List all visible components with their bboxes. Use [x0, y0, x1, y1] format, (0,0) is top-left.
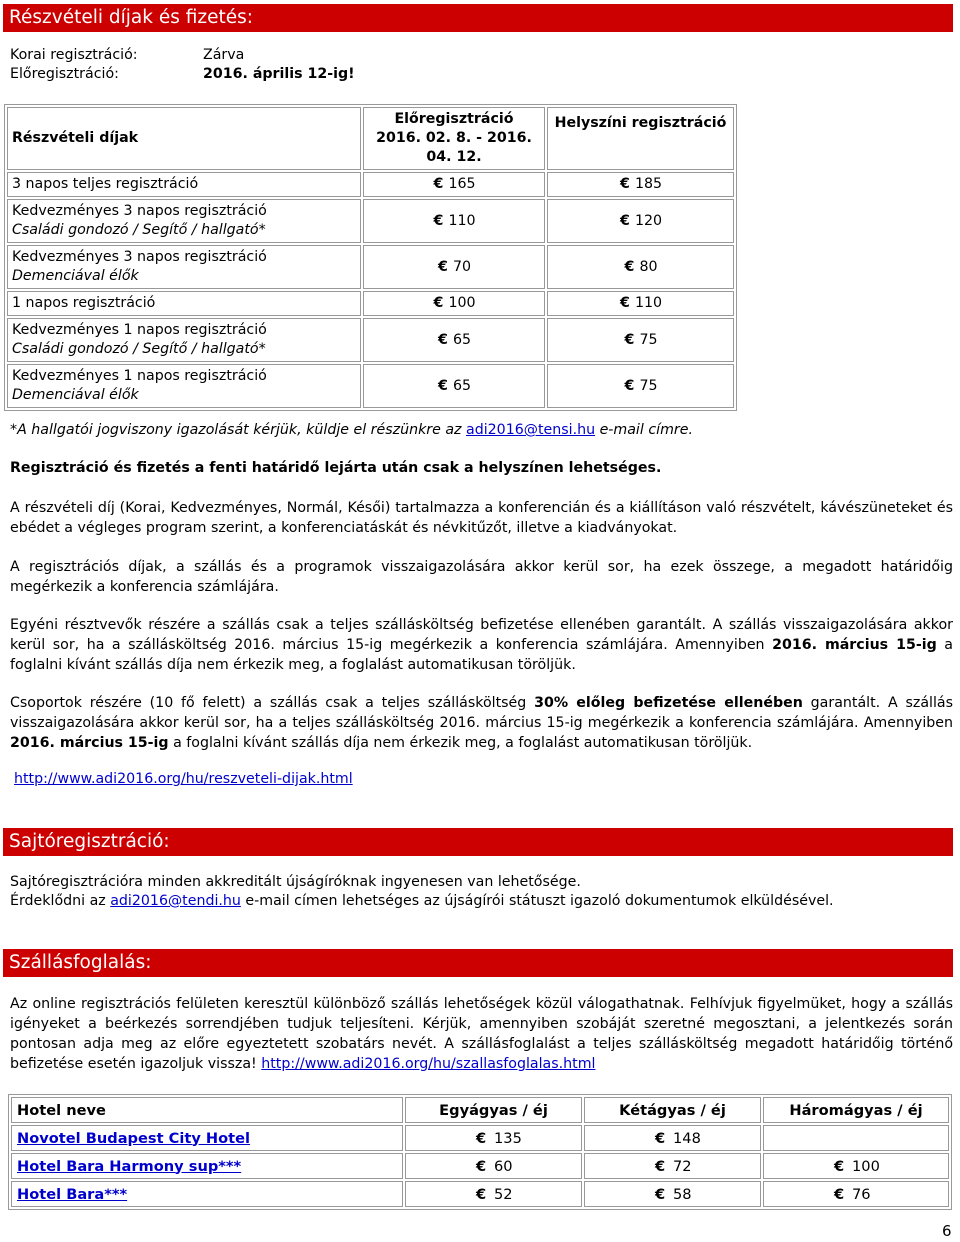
fee-row: [7, 291, 734, 316]
fee-header-pre-dates: 2016. 02. 8. - 2016. 04. 12.: [376, 130, 532, 165]
press-line-1: Sajtóregisztrációra minden akkreditált újságíróknak ingyenesen van lehetősége.: [10, 874, 581, 890]
hotel-row: [11, 1181, 949, 1207]
fee-row-pre: € 65: [363, 318, 545, 362]
confirmation-paragraph: A regisztrációs díjak, a szállás és a programok visszaigazolására akkor kerül sor, ha ezek összege, a megadott határidőig megérkezik a konferencia számlájára.: [10, 559, 953, 595]
fee-row: [7, 172, 734, 197]
euro-icon: €: [476, 1157, 487, 1175]
hotel-header-single: Egyágyas / éj: [405, 1097, 582, 1123]
pre-label: Előregisztráció:: [10, 66, 119, 82]
euro-icon: €: [624, 377, 635, 394]
hotel-table-header: [11, 1097, 949, 1123]
fee-row-onsite: € 120: [547, 199, 734, 243]
press-section-title: Sajtóregisztráció:: [3, 828, 953, 856]
early-value: Zárva: [203, 47, 245, 63]
deadline-values: [203, 46, 355, 84]
fee-row-onsite: € 75: [547, 364, 734, 408]
euro-icon: €: [438, 331, 448, 348]
euro-icon: €: [655, 1129, 666, 1147]
early-label: Korai regisztráció:: [10, 47, 138, 63]
hotel-name-link[interactable]: Hotel Bara***: [17, 1185, 128, 1203]
hotel-name-cell: [11, 1153, 403, 1179]
fee-row-pre: € 165: [363, 172, 545, 197]
fee-row-label: Kedvezményes 1 napos regisztráció Családi gondozó / Segítő / hallgató*: [7, 318, 361, 362]
euro-icon: €: [433, 295, 444, 311]
late-registration-notice: Regisztráció és fizetés a fenti határidő lejárta után csak a helyszínen lehetséges.: [10, 460, 662, 476]
fee-includes-paragraph: A részvételi díj (Korai, Kedvezményes, Normál, Késői) tartalmazza a konferencián és a kiállításon való részvételt, kávészüneteket és ebédet a végleges program szerint, a konferenciatáskát és névkitűzőt, illetve a kiadványokat.: [10, 500, 953, 536]
hotel-name-link[interactable]: Novotel Budapest City Hotel: [17, 1129, 251, 1147]
accommodation-page-link[interactable]: http://www.adi2016.org/hu/szallasfoglalas.html: [261, 1056, 596, 1072]
fee-table: [4, 104, 737, 411]
fee-row-label: Kedvezményes 1 napos regisztráció Demenciával élők: [7, 364, 361, 408]
euro-icon: €: [834, 1157, 845, 1175]
hotel-single-price: € 52: [405, 1181, 582, 1207]
press-line-2: Érdeklődni az adi2016@tendi.hu e-mail címen lehetséges az újságírói státuszt igazoló dokumentumok elküldésével.: [10, 893, 834, 909]
fee-row-pre: € 70: [363, 245, 545, 289]
hotel-triple-price: [763, 1125, 949, 1151]
page-number: 6: [942, 1222, 952, 1240]
hotel-single-price: € 60: [405, 1153, 582, 1179]
accommodation-section-title: Szállásfoglalás:: [3, 949, 953, 977]
hotel-header-double: Kétágyas / éj: [584, 1097, 761, 1123]
accommodation-paragraph: Az online regisztrációs felületen keresztül különböző szállás lehetőségek közül válogathatnak. Felhívjuk figyelmüket, hogy a szállás igényeket a beérkezés sorrendjében tudjuk teljesíteni. Kérjük, amennyiben szobáját szeretné megosztani, a jelentkezés során pontosan adja meg az előre egyeztetett szobatárs nevét. A szállásfoglalást a teljes szállásköltség megadott határidőig történő befizetése esetén igazoljuk vissza! http://www.adi2016.org/hu/szallasfoglalas.html: [10, 996, 953, 1072]
fee-row-label: 3 napos teljes regisztráció: [7, 172, 361, 197]
euro-icon: €: [476, 1129, 487, 1147]
euro-icon: €: [438, 258, 448, 275]
euro-icon: €: [433, 176, 444, 192]
fees-page-link[interactable]: http://www.adi2016.org/hu/reszveteli-dijak.html: [14, 771, 353, 787]
fee-row-pre: € 110: [363, 199, 545, 243]
euro-icon: €: [433, 212, 444, 229]
group-accommodation-paragraph: Csoportok részére (10 fő felett) a szállás csak a teljes szállásköltség 30% előleg befizetése ellenében garantált. A szállás visszaigazolására akkor kerül sor, ha a teljes szállásköltség 2016. március 15-ig megérkezik a konferencia számlájára. Amennyiben 2016. március 15-ig a foglalni kívánt szállás díja nem érkezik meg, a foglalást automatikusan töröljük.: [10, 695, 953, 751]
pre-value: 2016. április 12-ig!: [203, 66, 355, 82]
fee-row-onsite: € 75: [547, 318, 734, 362]
fee-row-label: Kedvezményes 3 napos regisztráció Családi gondozó / Segítő / hallgató*: [7, 199, 361, 243]
hotel-header-triple: Háromágyas / éj: [763, 1097, 949, 1123]
hotel-table: [8, 1094, 952, 1210]
tendi-email-link[interactable]: adi2016@tendi.hu: [110, 893, 241, 909]
hotel-row: [11, 1153, 949, 1179]
euro-icon: €: [476, 1185, 487, 1203]
fees-section-title: Részvételi díjak és fizetés:: [3, 4, 953, 32]
fee-row-onsite: € 185: [547, 172, 734, 197]
euro-icon: €: [834, 1185, 845, 1203]
fee-row: [7, 318, 734, 362]
hotel-header-name: Hotel neve: [11, 1097, 403, 1123]
fee-header-label: Részvételi díjak: [7, 107, 361, 170]
hotel-row: [11, 1125, 949, 1151]
fee-row: [7, 245, 734, 289]
fee-header-pre: [363, 107, 545, 170]
fee-row: [7, 364, 734, 408]
press-text: [10, 873, 834, 911]
fee-row-onsite: € 80: [547, 245, 734, 289]
hotel-name-link[interactable]: Hotel Bara Harmony sup***: [17, 1157, 242, 1175]
euro-icon: €: [624, 258, 635, 275]
euro-icon: €: [620, 295, 630, 311]
hotel-name-cell: [11, 1181, 403, 1207]
individual-accommodation-paragraph: Egyéni résztvevők részére a szállás csak a teljes szállásköltség befizetése ellenében garantált. A szállás visszaigazolására akkor kerül sor, ha a szállásköltség 2016. március 15-ig megérkezik a konferencia számlájára. Amennyiben 2016. március 15-ig a foglalni kívánt szállás díja nem érkezik meg, a foglalást automatikusan töröljük.: [10, 617, 953, 673]
fee-row-label: Kedvezményes 3 napos regisztráció Demenciával élők: [7, 245, 361, 289]
euro-icon: €: [620, 176, 630, 192]
euro-icon: €: [655, 1185, 666, 1203]
fee-row-label: 1 napos regisztráció: [7, 291, 361, 316]
student-footnote: *A hallgatói jogviszony igazolását kérjük, küldje el részünkre az adi2016@tensi.hu e-mail címre.: [10, 422, 693, 438]
euro-icon: €: [620, 212, 630, 229]
hotel-triple-price: € 76: [763, 1181, 949, 1207]
hotel-double-price: € 148: [584, 1125, 761, 1151]
hotel-single-price: € 135: [405, 1125, 582, 1151]
fee-row-pre: € 100: [363, 291, 545, 316]
fee-header-onsite: Helyszíni regisztráció: [547, 107, 734, 170]
euro-icon: €: [655, 1157, 666, 1175]
hotel-triple-price: € 100: [763, 1153, 949, 1179]
tensi-email-link[interactable]: adi2016@tensi.hu: [466, 422, 596, 438]
hotel-double-price: € 58: [584, 1181, 761, 1207]
deadline-labels: [10, 46, 138, 84]
euro-icon: €: [438, 377, 448, 394]
euro-icon: €: [624, 331, 635, 348]
fee-header-pre-title: Előregisztráció: [394, 111, 514, 127]
fee-row: [7, 199, 734, 243]
fee-row-onsite: € 110: [547, 291, 734, 316]
fee-table-header: [7, 107, 734, 170]
fee-row-pre: € 65: [363, 364, 545, 408]
hotel-name-cell: [11, 1125, 403, 1151]
hotel-double-price: € 72: [584, 1153, 761, 1179]
